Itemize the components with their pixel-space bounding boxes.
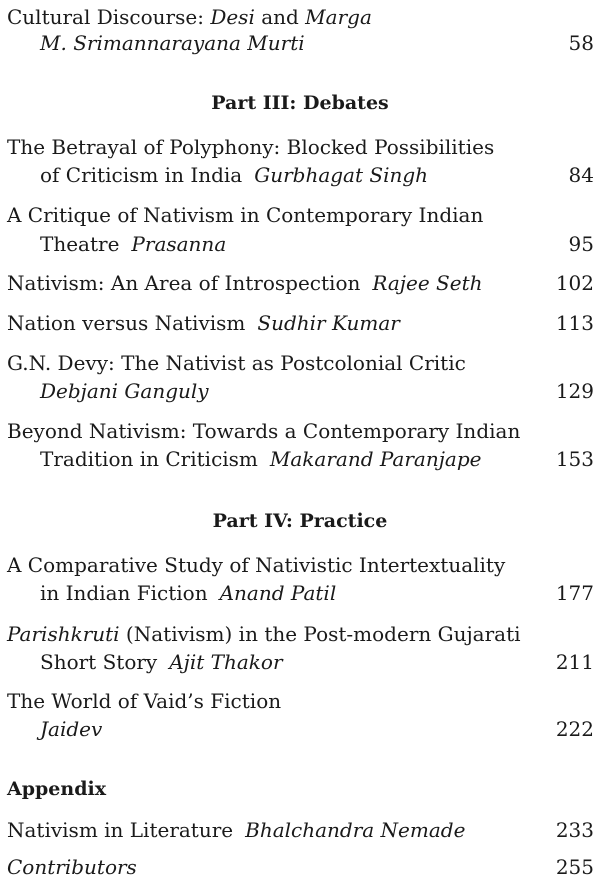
- entry-page-number: 113: [555, 311, 594, 335]
- entry-title-text: Nativism: An Area of Introspection: [7, 271, 361, 295]
- toc-entry-title: [7, 200, 600, 230]
- entry-author: Anand Patil: [219, 581, 337, 605]
- entry-title-text: Nativism in Literature: [7, 818, 234, 842]
- entry-page-number: 84: [568, 163, 594, 187]
- entry-page-number: 129: [555, 379, 594, 403]
- entry-author: Debjani Ganguly: [40, 379, 209, 403]
- entry-title-text: of Criticism in India: [40, 163, 243, 187]
- entry-page-number: 222: [555, 717, 594, 741]
- entry-author: Makarand Paranjape: [269, 447, 482, 471]
- toc-entry-title-cont: [40, 647, 600, 677]
- entry-page-number: 95: [568, 232, 594, 256]
- part-heading: Part IV: Practice: [212, 510, 388, 532]
- toc-entry-title: [7, 852, 600, 882]
- entry-title-text: A Comparative Study of Nativistic Intertextuality: [7, 553, 506, 577]
- entry-title-text: The Betrayal of Polyphony: Blocked Possibilities: [7, 135, 495, 159]
- appendix-heading: Appendix: [7, 778, 107, 800]
- toc-entry-author-line: [40, 376, 600, 406]
- entry-page-number: 211: [555, 650, 594, 674]
- entry-title-text: Cultural Discourse:: [7, 5, 211, 29]
- entry-title-text: A Critique of Nativism in Contemporary Indian: [7, 203, 484, 227]
- toc-entry-title: [7, 686, 600, 716]
- entry-page-number: 58: [568, 31, 594, 55]
- toc-entry-title: [7, 416, 600, 446]
- toc-entry-title: [7, 268, 600, 298]
- entry-title-text: Beyond Nativism: Towards a Contemporary Indian: [7, 419, 521, 443]
- entry-title-text: Short Story: [40, 650, 158, 674]
- entry-title-italic: Desi: [210, 5, 255, 29]
- toc-entry-title: [7, 132, 600, 162]
- entry-title-text: The World of Vaid’s Fiction: [7, 689, 282, 713]
- entry-author: Ajit Thakor: [169, 650, 283, 674]
- entry-title-text: (Nativism) in the Post-modern Gujarati: [119, 622, 521, 646]
- entry-page-number: 255: [555, 855, 594, 879]
- toc-entry-title-cont: [40, 160, 600, 190]
- entry-title-text: Nation versus Nativism: [7, 311, 246, 335]
- toc-entry-author-line: [40, 28, 600, 58]
- entry-title-italic: Contributors: [7, 855, 137, 879]
- entry-author: Jaidev: [40, 717, 103, 741]
- entry-title-italic: Parishkruti: [7, 622, 120, 646]
- toc-entry-title-cont: [40, 578, 600, 608]
- entry-title-text: Theatre: [40, 232, 120, 256]
- toc-entry-title: [7, 815, 600, 845]
- entry-author: Rajee Seth: [372, 271, 483, 295]
- toc-entry-title-cont: [40, 444, 600, 474]
- toc-entry-title: [7, 550, 600, 580]
- entry-author: Prasanna: [131, 232, 227, 256]
- entry-title-italic: Marga: [305, 5, 372, 29]
- part-heading: Part III: Debates: [211, 92, 389, 114]
- entry-title-text: Tradition in Criticism: [40, 447, 258, 471]
- toc-entry-title: [7, 308, 600, 338]
- entry-author: M. Srimannarayana Murti: [40, 31, 305, 55]
- entry-page-number: 177: [555, 581, 594, 605]
- toc-entry-title: [7, 348, 600, 378]
- toc-entry-title-cont: [40, 229, 600, 259]
- entry-page-number: 233: [555, 818, 594, 842]
- entry-author: Sudhir Kumar: [257, 311, 400, 335]
- entry-page-number: 153: [555, 447, 594, 471]
- toc-entry-author-line: [40, 714, 600, 744]
- entry-title-text: G.N. Devy: The Nativist as Postcolonial Critic: [7, 351, 466, 375]
- toc-entry-title: [7, 619, 600, 649]
- entry-title-text: and: [254, 5, 306, 29]
- entry-author: Bhalchandra Nemade: [245, 818, 466, 842]
- entry-author: Gurbhagat Singh: [254, 163, 429, 187]
- entry-title-text: in Indian Fiction: [40, 581, 208, 605]
- entry-page-number: 102: [555, 271, 594, 295]
